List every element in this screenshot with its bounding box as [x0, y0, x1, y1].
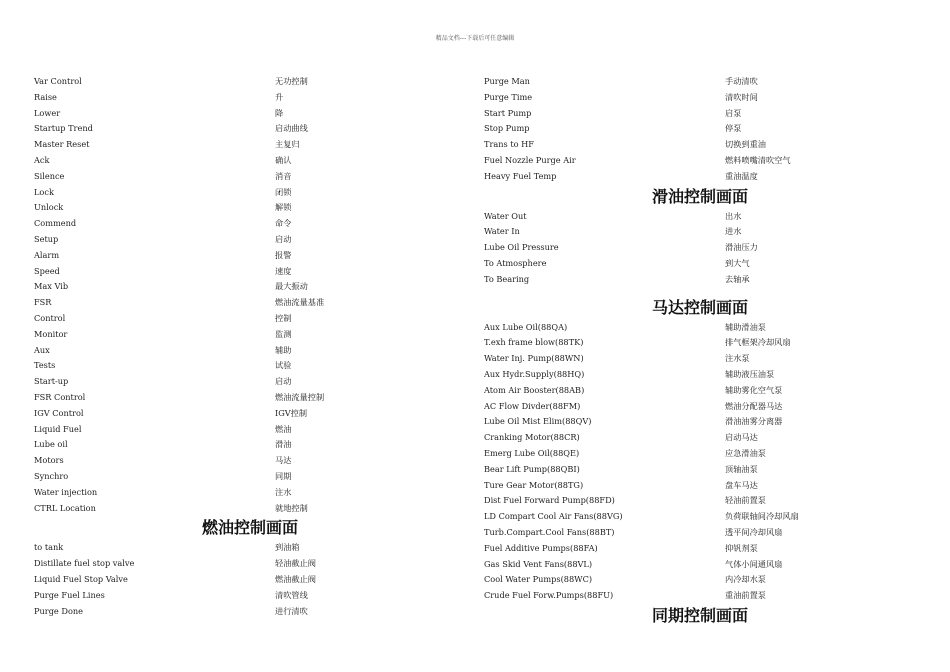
term-row [484, 209, 916, 225]
term-english: Alarm [34, 249, 60, 260]
term-english: FSR Control [34, 391, 86, 402]
term-chinese: 注水 [275, 486, 292, 497]
term-english: Lower [34, 107, 61, 118]
term-english: Purge Fuel Lines [34, 589, 105, 600]
term-row [34, 200, 466, 216]
term-row [34, 216, 466, 232]
term-chinese: 进水 [725, 226, 742, 237]
term-row [484, 272, 916, 288]
term-row [484, 224, 916, 240]
term-english: Fuel Nozzle Purge Air [484, 154, 576, 165]
term-row [34, 422, 466, 438]
term-row [34, 556, 466, 572]
term-chinese: 确认 [275, 154, 292, 165]
term-chinese: 启动 [275, 376, 292, 387]
term-english: FSR [34, 297, 52, 308]
term-row [484, 414, 916, 430]
term-chinese: 辅助滑油泵 [725, 321, 766, 332]
term-row [484, 90, 916, 106]
fuel-term-list [34, 540, 466, 619]
term-english: Aux Lube Oil(88QA) [484, 321, 568, 332]
term-row [34, 604, 466, 620]
term-row [34, 501, 466, 517]
term-row [34, 169, 466, 185]
term-english: Motors [34, 455, 64, 466]
term-row [484, 256, 916, 272]
term-chinese: 消音 [275, 170, 292, 181]
term-row [34, 390, 466, 406]
term-chinese: 手动清吹 [725, 76, 758, 86]
term-chinese: 燃料喷嘴清吹空气 [725, 154, 791, 165]
term-chinese: 启动曲线 [275, 123, 308, 134]
term-chinese: 启动马达 [725, 432, 758, 443]
term-english: Cool Water Pumps(88WC) [484, 574, 593, 585]
term-english: IGV Control [34, 407, 84, 418]
term-english: Setup [34, 233, 59, 244]
term-row [484, 509, 916, 525]
term-chinese: 主复归 [275, 139, 300, 150]
term-chinese: 注水泵 [725, 353, 750, 364]
term-chinese: 马达 [275, 455, 292, 466]
term-chinese: 滑油压力 [725, 242, 758, 253]
term-chinese: 燃油截止阀 [275, 573, 316, 584]
term-english: Water injection [34, 486, 98, 497]
term-chinese: 重油前置泵 [725, 590, 766, 601]
term-english: Water Inj. Pump(88WN) [484, 353, 584, 364]
term-english: Ture Gear Motor(88TG) [484, 479, 584, 490]
term-row [34, 90, 466, 106]
term-english: to tank [34, 542, 64, 553]
term-chinese: 滑油油雾分离器 [725, 416, 783, 427]
term-english: Max Vib [34, 281, 69, 292]
term-row [34, 264, 466, 280]
term-chinese: 停泵 [725, 123, 742, 134]
term-chinese: 速度 [275, 265, 292, 276]
motor-term-list [484, 320, 916, 604]
term-english: Fuel Additive Pumps(88FA) [484, 542, 598, 553]
term-row [34, 74, 466, 90]
term-english: Startup Trend [34, 123, 93, 134]
term-english: AC Flow Divder(88FM) [484, 400, 581, 411]
term-english: Raise [34, 91, 57, 102]
term-chinese: 降 [275, 107, 284, 118]
page-header: 精品文档---下载后可任意编辑 [435, 35, 515, 42]
term-row [484, 478, 916, 494]
term-chinese: 辅助 [275, 344, 292, 355]
term-chinese: 就地控制 [275, 502, 308, 513]
term-english: Gas Skid Vent Fans(88VL) [484, 558, 593, 569]
term-chinese: 升 [275, 91, 284, 102]
term-english: Purge Man [484, 76, 530, 86]
term-chinese: 去轴承 [725, 273, 750, 284]
term-english: Liquid Fuel [34, 423, 82, 434]
term-row [484, 557, 916, 573]
term-english: Var Control [34, 76, 82, 86]
term-row [34, 153, 466, 169]
term-row [484, 541, 916, 557]
term-english: Lock [34, 186, 54, 197]
term-row [34, 279, 466, 295]
term-chinese: 进行清吹 [275, 605, 308, 616]
term-english: Tests [34, 360, 56, 371]
term-row [484, 106, 916, 122]
term-chinese: 切换到重油 [725, 139, 766, 150]
term-row [34, 185, 466, 201]
term-chinese: 到大气 [725, 257, 750, 268]
term-chinese: 轻油截止阀 [275, 558, 316, 569]
term-row [484, 430, 916, 446]
term-row [34, 406, 466, 422]
term-english: LD Compart Cool Air Fans(88VG) [484, 511, 623, 522]
left-term-list [34, 74, 466, 516]
term-chinese: 报警 [275, 249, 292, 260]
term-english: Water In [484, 226, 520, 237]
term-chinese: 清吹管线 [275, 589, 308, 600]
term-row [34, 437, 466, 453]
term-english: Aux [34, 344, 50, 355]
term-chinese: 启动 [275, 233, 292, 244]
term-row [484, 137, 916, 153]
term-row [484, 462, 916, 478]
spacer [484, 288, 916, 296]
term-chinese: 顶轴油泵 [725, 463, 758, 474]
term-english: Unlock [34, 202, 64, 213]
term-chinese: 应急滑油泵 [725, 447, 766, 458]
term-row [34, 540, 466, 556]
term-row [484, 74, 916, 90]
term-english: Lube Oil Pressure [484, 242, 559, 253]
term-chinese: 轻油前置泵 [725, 495, 766, 506]
term-chinese: 控制 [275, 312, 292, 323]
term-chinese: 到油箱 [275, 542, 300, 553]
term-english: Speed [34, 265, 60, 276]
term-chinese: 启泵 [725, 107, 742, 118]
term-chinese: 辅助雾化空气泵 [725, 384, 783, 395]
term-english: Ack [34, 154, 50, 165]
term-row [484, 121, 916, 137]
term-row [34, 295, 466, 311]
term-row [34, 588, 466, 604]
term-english: Aux Hydr.Supply(88HQ) [484, 368, 585, 379]
term-chinese: IGV控制 [275, 407, 308, 418]
term-english: Lube oil [34, 439, 68, 450]
term-chinese: 最大振动 [275, 281, 308, 292]
term-chinese: 燃油流量控制 [275, 391, 325, 402]
term-row [484, 493, 916, 509]
term-row [484, 240, 916, 256]
term-row [484, 525, 916, 541]
term-english: Start Pump [484, 107, 532, 118]
term-english: Liquid Fuel Stop Valve [34, 573, 128, 584]
term-chinese: 试验 [275, 360, 292, 371]
term-english: CTRL Location [34, 502, 96, 513]
term-row [484, 367, 916, 383]
term-row [34, 311, 466, 327]
term-row [34, 232, 466, 248]
term-row [484, 169, 916, 185]
term-row [484, 399, 916, 415]
term-row [34, 572, 466, 588]
section-title-synchro-control: 同期控制画面 [651, 605, 748, 625]
term-english: Turb.Compart.Cool Fans(88BT) [484, 526, 615, 537]
term-row [34, 453, 466, 469]
term-english: Lube Oil Mist Elim(88QV) [484, 416, 592, 427]
term-chinese: 燃油 [275, 423, 292, 434]
right-column [484, 74, 916, 628]
term-row [484, 351, 916, 367]
term-chinese: 抑钒剂泵 [725, 542, 758, 553]
term-row [34, 358, 466, 374]
term-chinese: 辅助液压油泵 [725, 368, 775, 379]
term-chinese: 透平间冷却风扇 [725, 526, 783, 537]
term-english: To Atmosphere [484, 257, 547, 268]
left-column [34, 74, 466, 619]
term-english: Trans to HF [484, 139, 534, 150]
term-chinese: 盘车马达 [725, 479, 758, 490]
term-row [34, 121, 466, 137]
term-row [484, 153, 916, 169]
term-english: Cranking Motor(88CR) [484, 432, 580, 443]
section-title-fuel-control: 燃油控制画面 [201, 518, 298, 538]
term-row [484, 588, 916, 604]
term-row [34, 485, 466, 501]
term-chinese: 燃油分配器马达 [725, 400, 783, 411]
term-english: Control [34, 312, 66, 323]
term-chinese: 气体小间通风扇 [725, 558, 783, 569]
term-chinese: 重油温度 [725, 170, 758, 181]
term-english: Start-up [34, 376, 69, 387]
term-chinese: 内冷却水泵 [725, 574, 766, 585]
term-english: Crude Fuel Forw.Pumps(88FU) [484, 590, 614, 601]
term-english: Stop Pump [484, 123, 530, 134]
term-english: Distillate fuel stop valve [34, 558, 135, 569]
term-english: To Bearing [484, 273, 530, 284]
term-row [484, 383, 916, 399]
term-english: Emerg Lube Oil(88QE) [484, 447, 580, 458]
term-row [484, 572, 916, 588]
term-row [34, 327, 466, 343]
term-english: Water Out [484, 210, 527, 221]
term-chinese: 命令 [275, 218, 292, 229]
term-row [484, 446, 916, 462]
term-chinese: 同期 [275, 470, 292, 481]
term-row [34, 248, 466, 264]
term-row [34, 106, 466, 122]
term-english: Dist Fuel Forward Pump(88FD) [484, 495, 615, 506]
term-chinese: 燃油流量基准 [275, 297, 325, 308]
term-chinese: 解锁 [275, 202, 292, 213]
term-english: T.exh frame blow(88TK) [484, 337, 584, 348]
term-english: Master Reset [34, 139, 90, 150]
term-english: Bear Lift Pump(88QBI) [484, 463, 580, 474]
term-english: Silence [34, 170, 65, 181]
term-row [34, 137, 466, 153]
term-english: Synchro [34, 470, 69, 481]
lube-term-list [484, 209, 916, 288]
term-row [34, 374, 466, 390]
term-row [484, 335, 916, 351]
term-chinese: 闭锁 [275, 186, 292, 197]
term-chinese: 排气框架冷却风扇 [725, 337, 791, 348]
term-english: Purge Done [34, 605, 83, 616]
section-title-motor-control: 马达控制画面 [651, 297, 748, 317]
term-chinese: 监测 [275, 328, 292, 339]
term-english: Atom Air Booster(88AB) [484, 384, 585, 395]
term-chinese: 出水 [725, 210, 742, 221]
term-english: Purge Time [484, 91, 533, 102]
term-row [34, 343, 466, 359]
term-chinese: 负荷联轴间冷却风扇 [725, 511, 799, 522]
term-english: Heavy Fuel Temp [484, 170, 557, 181]
term-english: Commend [34, 218, 77, 229]
term-chinese: 无功控制 [275, 76, 308, 86]
term-row [484, 320, 916, 336]
right-term-list [484, 74, 916, 185]
term-english: Monitor [34, 328, 68, 339]
term-row [34, 469, 466, 485]
section-title-lube-oil-control: 滑油控制画面 [651, 186, 748, 206]
term-chinese: 滑油 [275, 439, 292, 450]
term-chinese: 清吹时间 [725, 91, 758, 102]
